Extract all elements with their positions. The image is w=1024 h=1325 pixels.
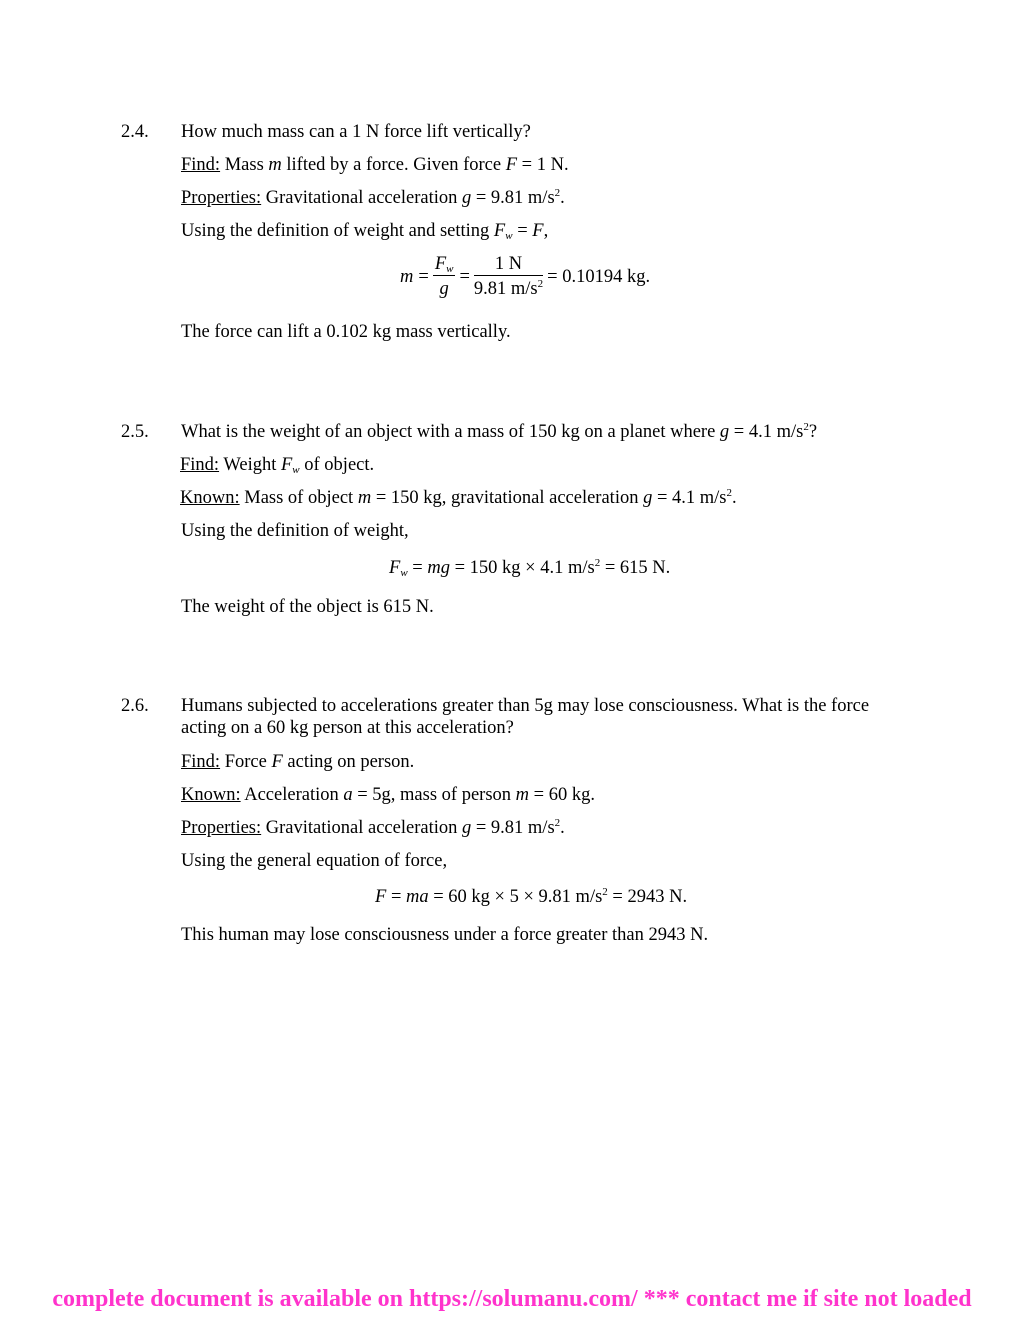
exponent: 2 (554, 187, 561, 199)
eq-equals: = (459, 266, 470, 287)
question-text: What is the weight of an object with a mass of 150 kg on a planet where (181, 422, 716, 442)
problem-2-4-conclusion: The force can lift a 0.102 kg mass vertically. (181, 322, 511, 342)
question-text: ? (808, 422, 818, 442)
problem-2-5-using: Using the definition of weight, (181, 521, 409, 541)
problem-2-5-equation (389, 557, 670, 579)
subscript-w: w (505, 230, 513, 242)
problem-number-2-6: 2.6. (121, 696, 149, 716)
fraction-fw-over-g (433, 254, 456, 299)
var-g: g (719, 422, 730, 442)
find-text: of object. (304, 455, 375, 475)
var-F: F (505, 155, 518, 175)
eq-var-F: F (389, 558, 401, 578)
properties-label: Properties: (181, 188, 262, 208)
eq-text: = 150 kg × 4.1 m/s (454, 558, 595, 578)
properties-label: Properties: (181, 818, 262, 838)
eq-result: = 615 N. (604, 558, 671, 578)
eq-denominator: 9.81 m/s (473, 279, 538, 299)
known-text: Acceleration (244, 785, 339, 805)
eq-var-F: F (434, 254, 447, 274)
known-text: = 4.1 m/s (656, 488, 727, 508)
var-F: F (280, 455, 293, 475)
problem-number-2-4: 2.4. (121, 122, 149, 142)
exponent: 2 (602, 886, 608, 898)
problem-2-4-equation (400, 254, 650, 299)
subscript-w: w (446, 263, 454, 275)
eq-text: = 60 kg × 5 × 9.81 m/s (433, 887, 603, 907)
properties-text: Gravitational acceleration (265, 188, 458, 208)
known-text: . (732, 488, 737, 508)
find-text: Mass (224, 155, 264, 175)
var-F: F (271, 752, 283, 772)
eq-result: = 0.10194 kg. (547, 266, 651, 287)
exponent: 2 (726, 487, 733, 499)
problem-2-5-question (181, 421, 817, 443)
properties-text: . (560, 818, 565, 838)
eq-var-F: F (375, 887, 387, 907)
using-text: Using the definition of weight and setting (181, 221, 490, 241)
exponent: 2 (803, 421, 809, 433)
exponent: 2 (537, 278, 544, 290)
eq-var-ma: ma (406, 887, 429, 907)
find-text: Weight (223, 455, 277, 475)
var-g: g (643, 488, 653, 508)
var-a: a (343, 785, 353, 805)
known-text: = 150 kg, gravitational acceleration (375, 488, 639, 508)
known-label: Known: (180, 488, 240, 508)
using-text: = (517, 221, 528, 241)
eq-equals: = (390, 887, 402, 907)
exponent: 2 (594, 557, 601, 569)
find-text: lifted by a force. Given force (286, 155, 502, 175)
eq-var-m: m (400, 266, 414, 287)
footer-banner: complete document is available on https://solumanu.com/ *** contact me if site not loaded (52, 1286, 972, 1312)
known-label: Known: (181, 785, 241, 805)
problem-2-6-known (181, 784, 595, 806)
problem-2-6-properties (181, 817, 565, 839)
var-F: F (493, 221, 506, 241)
known-text: = 60 kg. (533, 785, 595, 805)
find-text: Force (224, 752, 267, 772)
problem-2-5-conclusion: The weight of the object is 615 N. (181, 597, 434, 617)
find-label: Find: (181, 752, 221, 772)
eq-result: = 2943 N. (612, 887, 688, 907)
var-g: g (461, 188, 472, 208)
var-m: m (357, 488, 372, 508)
problem-2-6-find (181, 751, 414, 773)
problem-number-2-5: 2.5. (121, 422, 149, 442)
var-m: m (515, 785, 530, 805)
question-text: = 4.1 m/s (733, 422, 804, 442)
var-g: g (461, 818, 472, 838)
var-m: m (268, 155, 282, 175)
problem-2-4-question: How much mass can a 1 N force lift vertically? (181, 122, 531, 142)
exponent: 2 (554, 817, 561, 829)
using-text: , (543, 221, 549, 241)
known-text: = 5g, mass of person (357, 785, 512, 805)
properties-text: = 9.81 m/s (475, 188, 555, 208)
problem-2-4-using (181, 220, 548, 242)
subscript-w: w (400, 567, 408, 579)
eq-var-g: g (439, 279, 449, 299)
fraction-1n-over-g (474, 254, 543, 299)
problem-2-6-conclusion: This human may lose consciousness under a force greater than 2943 N. (181, 925, 709, 945)
find-text: acting on person. (287, 752, 415, 772)
eq-equals: = (418, 266, 429, 287)
eq-numerator: 1 N (474, 254, 543, 276)
known-text: Mass of object (244, 488, 354, 508)
find-label: Find: (180, 455, 220, 475)
find-text: = 1 N. (521, 155, 569, 175)
problem-2-5-known (180, 487, 737, 509)
problem-2-6-equation (375, 886, 687, 908)
properties-text: Gravitational acceleration (265, 818, 458, 838)
problem-2-4-properties (181, 187, 565, 209)
problem-2-6-question: Humans subjected to accelerations greater than 5g may lose consciousness. What is the force acting on a 60 kg person at this acceleration? (181, 696, 870, 738)
problem-2-5-find (180, 454, 374, 476)
problem-2-6-using: Using the general equation of force, (181, 851, 448, 871)
properties-text: = 9.81 m/s (475, 818, 555, 838)
properties-text: . (560, 188, 565, 208)
find-label: Find: (181, 155, 221, 175)
eq-equals: = (412, 558, 423, 578)
problem-2-4-find (181, 154, 569, 176)
var-F: F (532, 221, 544, 241)
subscript-w: w (292, 464, 300, 476)
eq-var-mg: mg (427, 558, 450, 578)
